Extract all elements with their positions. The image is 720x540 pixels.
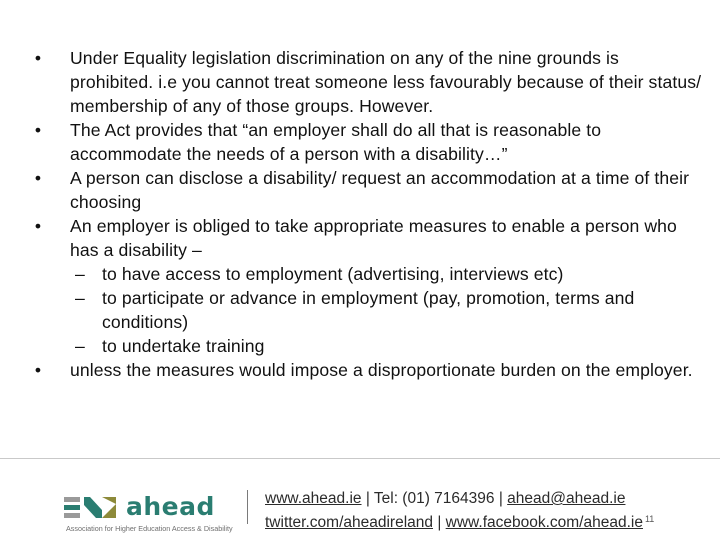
separator: | xyxy=(361,490,374,507)
sub-bullet-text: to have access to employment (advertising, interviews etc) xyxy=(102,264,564,284)
sub-bullet-item xyxy=(0,286,720,334)
bullet-text: Under Equality legislation discrimination on any of the nine grounds is prohibited. i.e you cannot treat someone less favourably because of their status/ membership of any of those groups. However. xyxy=(70,48,702,116)
separator: | xyxy=(433,514,446,531)
bullet-item xyxy=(0,166,720,214)
contact-block xyxy=(265,489,715,533)
ahead-logo-mark-icon xyxy=(64,496,118,520)
bullet-item xyxy=(0,118,720,166)
separator: | xyxy=(494,490,508,507)
bullet-item xyxy=(0,214,720,262)
bullet-marker: • xyxy=(34,168,42,188)
bullet-item xyxy=(0,46,720,118)
bullet-text: An employer is obliged to take appropriate measures to enable a person who has a disability – xyxy=(70,216,677,260)
contact-line-1 xyxy=(265,489,715,509)
website-link[interactable]: www.ahead.ie xyxy=(265,490,362,507)
bullet-text: A person can disclose a disability/ request an accommodation at a time of their choosing xyxy=(70,168,690,212)
sub-bullet-marker: – xyxy=(75,264,85,284)
bullet-marker: • xyxy=(34,360,42,380)
contact-line-2 xyxy=(265,509,715,533)
sub-bullet-text: to participate or advance in employment (pay, promotion, terms and conditions) xyxy=(102,288,635,332)
slide-body xyxy=(0,46,720,382)
bullet-text: The Act provides that “an employer shall do all that is reasonable to accommodate the needs of a person with a disability…” xyxy=(70,120,602,164)
sub-bullet-marker: – xyxy=(75,336,85,356)
sub-bullet-item xyxy=(0,262,720,286)
twitter-link[interactable]: twitter.com/aheadireland xyxy=(265,514,434,531)
footer-divider-line xyxy=(0,458,720,459)
phone-text: Tel: (01) 7164396 xyxy=(373,490,495,507)
facebook-link[interactable]: www.facebook.com/ahead.ie xyxy=(445,514,643,531)
ahead-logo xyxy=(64,492,244,536)
bullet-marker: • xyxy=(34,48,42,68)
ahead-logo-wordmark: ahead xyxy=(126,492,215,521)
sub-bullet-marker: – xyxy=(75,288,85,308)
bullet-marker: • xyxy=(34,120,42,140)
bullet-item xyxy=(0,358,720,382)
sub-bullet-item xyxy=(0,334,720,358)
bullet-marker: • xyxy=(34,216,42,236)
sub-bullet-text: to undertake training xyxy=(102,336,265,356)
bullet-text: unless the measures would impose a disproportionate burden on the employer. xyxy=(70,360,693,380)
email-link[interactable]: ahead@ahead.ie xyxy=(507,490,626,507)
footer-vertical-divider xyxy=(247,490,248,524)
page-number: 11 xyxy=(644,514,655,524)
ahead-logo-tagline: Association for Higher Education Access & Disability xyxy=(66,524,233,533)
